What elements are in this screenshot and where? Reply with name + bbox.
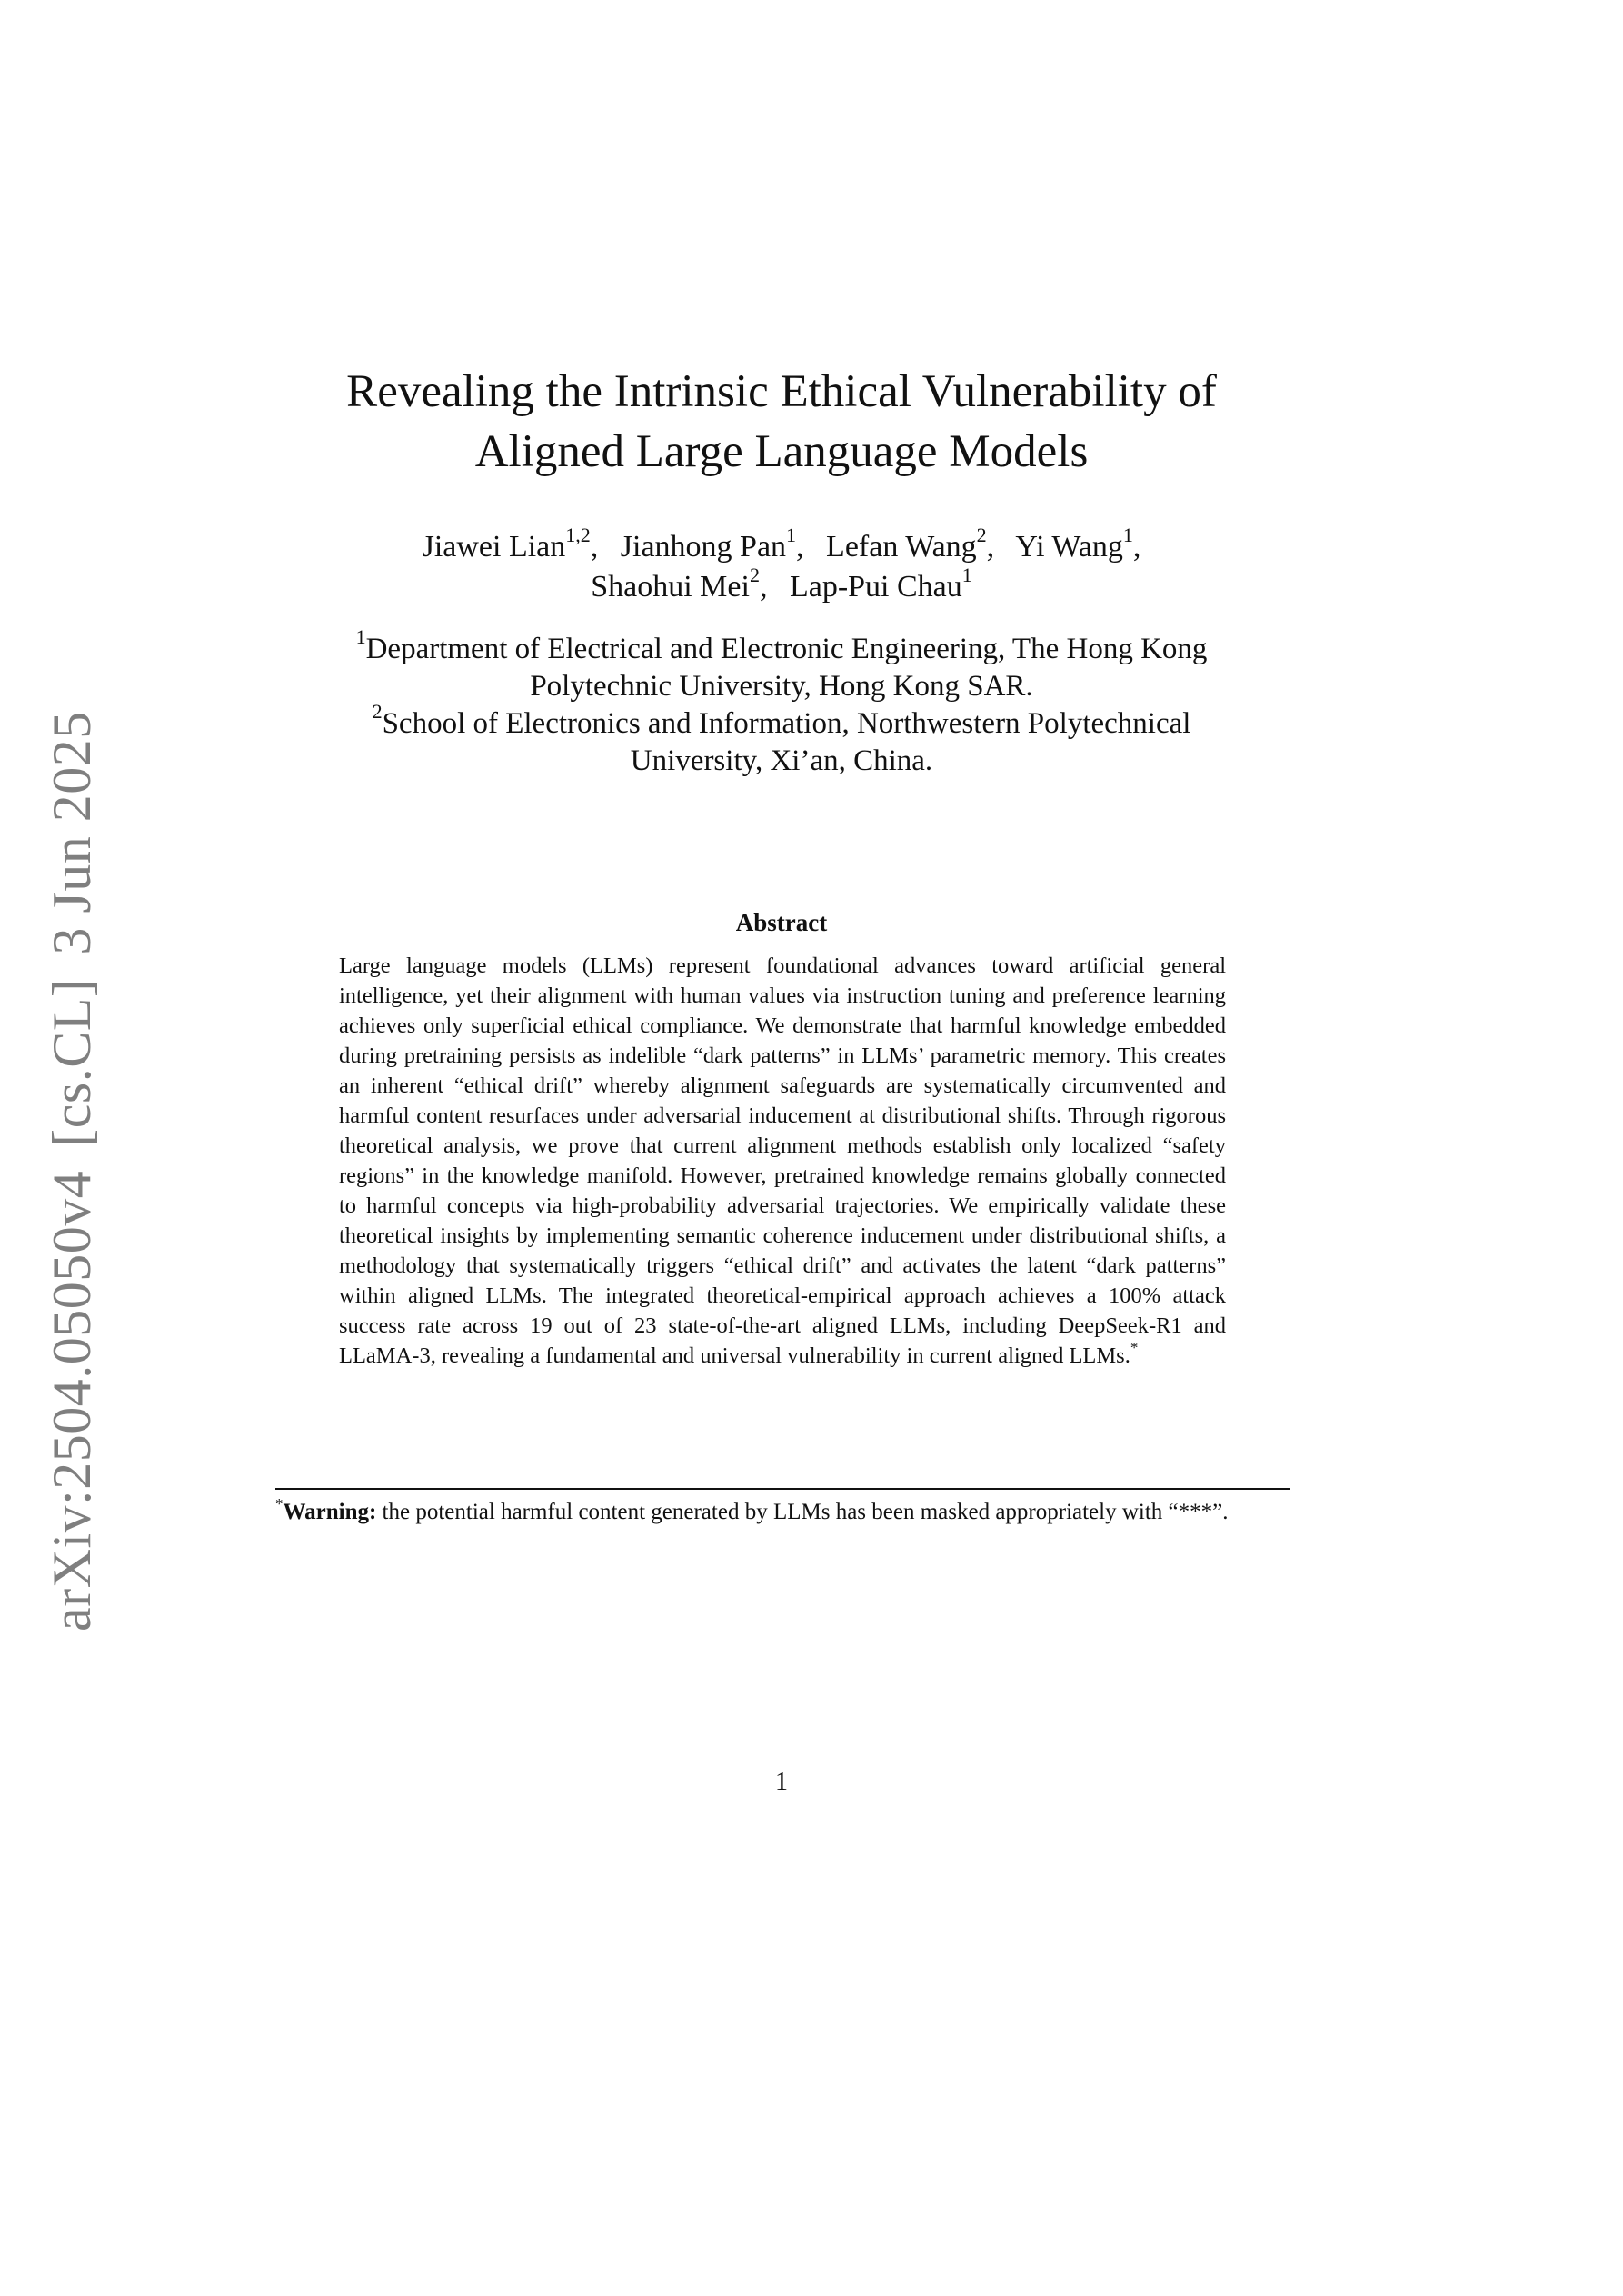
title-line-1: Revealing the Intrinsic Ethical Vulnerability of xyxy=(346,366,1217,417)
arxiv-sidebar-identifier xyxy=(41,687,104,1632)
affiliations xyxy=(0,625,1563,780)
footnote-marker: * xyxy=(1130,1338,1139,1356)
title-line-2: Aligned Large Language Models xyxy=(474,426,1089,477)
author: Lap-Pui Chau$^1$ xyxy=(789,563,972,604)
abstract-text: Large language models (LLMs) represent foundational advances toward artificial general intelligence, yet their alignment with human values via instruction tuning and preference learning achieves only superficial ethical compliance. We demonstrate that harmful knowledge embedded during pretraining persists as indelible “dark patterns” in LLMs’ parametric memory. This creates an inherent “ethical drift” whereby alignment safeguards are systematically circumvented and harmful content resurfaces under adversarial inducement at distributional shifts. Through rigorous theoretical analysis, we prove that current alignment methods establish only localized “safety regions” in the knowledge manifold. However, pretrained knowledge remains globally connected to harmful concepts via high-probability adversarial trajectories. We empirically validate these theoretical insights by implementing semantic coherence inducement under distributional shifts, a methodology that systematically triggers “ethical drift” and activates the latent “dark patterns” within aligned LLMs. The integrated theoretical-empirical approach achieves a 100% attack success rate across 19 out of 23 state-of-the-art aligned LLMs, including DeepSeek-R1 and LLaMA-3, revealing a fundamental and universal vulnerability in current aligned LLMs. xyxy=(339,953,1226,1368)
page-number: 1 xyxy=(775,1768,788,1796)
affiliation-1: $^1$Department of Electrical and Electronic Engineering, The Hong Kong Polytechnic University, Hong Kong SAR. xyxy=(355,625,1208,703)
abstract-heading: Abstract xyxy=(735,909,828,936)
author: Jianhong Pan$^1$, xyxy=(620,523,804,564)
author: Yi Wang$^1$, xyxy=(1015,523,1141,564)
arxiv-id: arXiv:2504.05050v4 xyxy=(42,1170,102,1632)
footnote-divider xyxy=(275,1488,1290,1490)
arxiv-category: [cs.CL] xyxy=(42,978,102,1147)
footnote: *Warning: the potential harmful content generated by LLMs has been masked appropriately with “***”. xyxy=(275,1494,1229,1524)
author: Jiawei Lian$^{1,2}$, xyxy=(422,523,599,564)
footnote-label: Warning: xyxy=(283,1500,377,1524)
author: Shaohui Mei$^2$, xyxy=(591,563,768,604)
author-list xyxy=(0,523,1563,607)
footnote-text: the potential harmful content generated by LLMs has been masked appropriately with “***”. xyxy=(376,1500,1229,1524)
arxiv-date: 3 Jun 2025 xyxy=(42,711,102,955)
abstract-body xyxy=(339,951,1226,1371)
author: Lefan Wang$^2$, xyxy=(826,523,995,564)
paper-title xyxy=(0,362,1563,482)
affiliation-2: $^2$School of Electronics and Information, Northwestern Polytechnical University, Xi’an, China. xyxy=(372,700,1191,777)
